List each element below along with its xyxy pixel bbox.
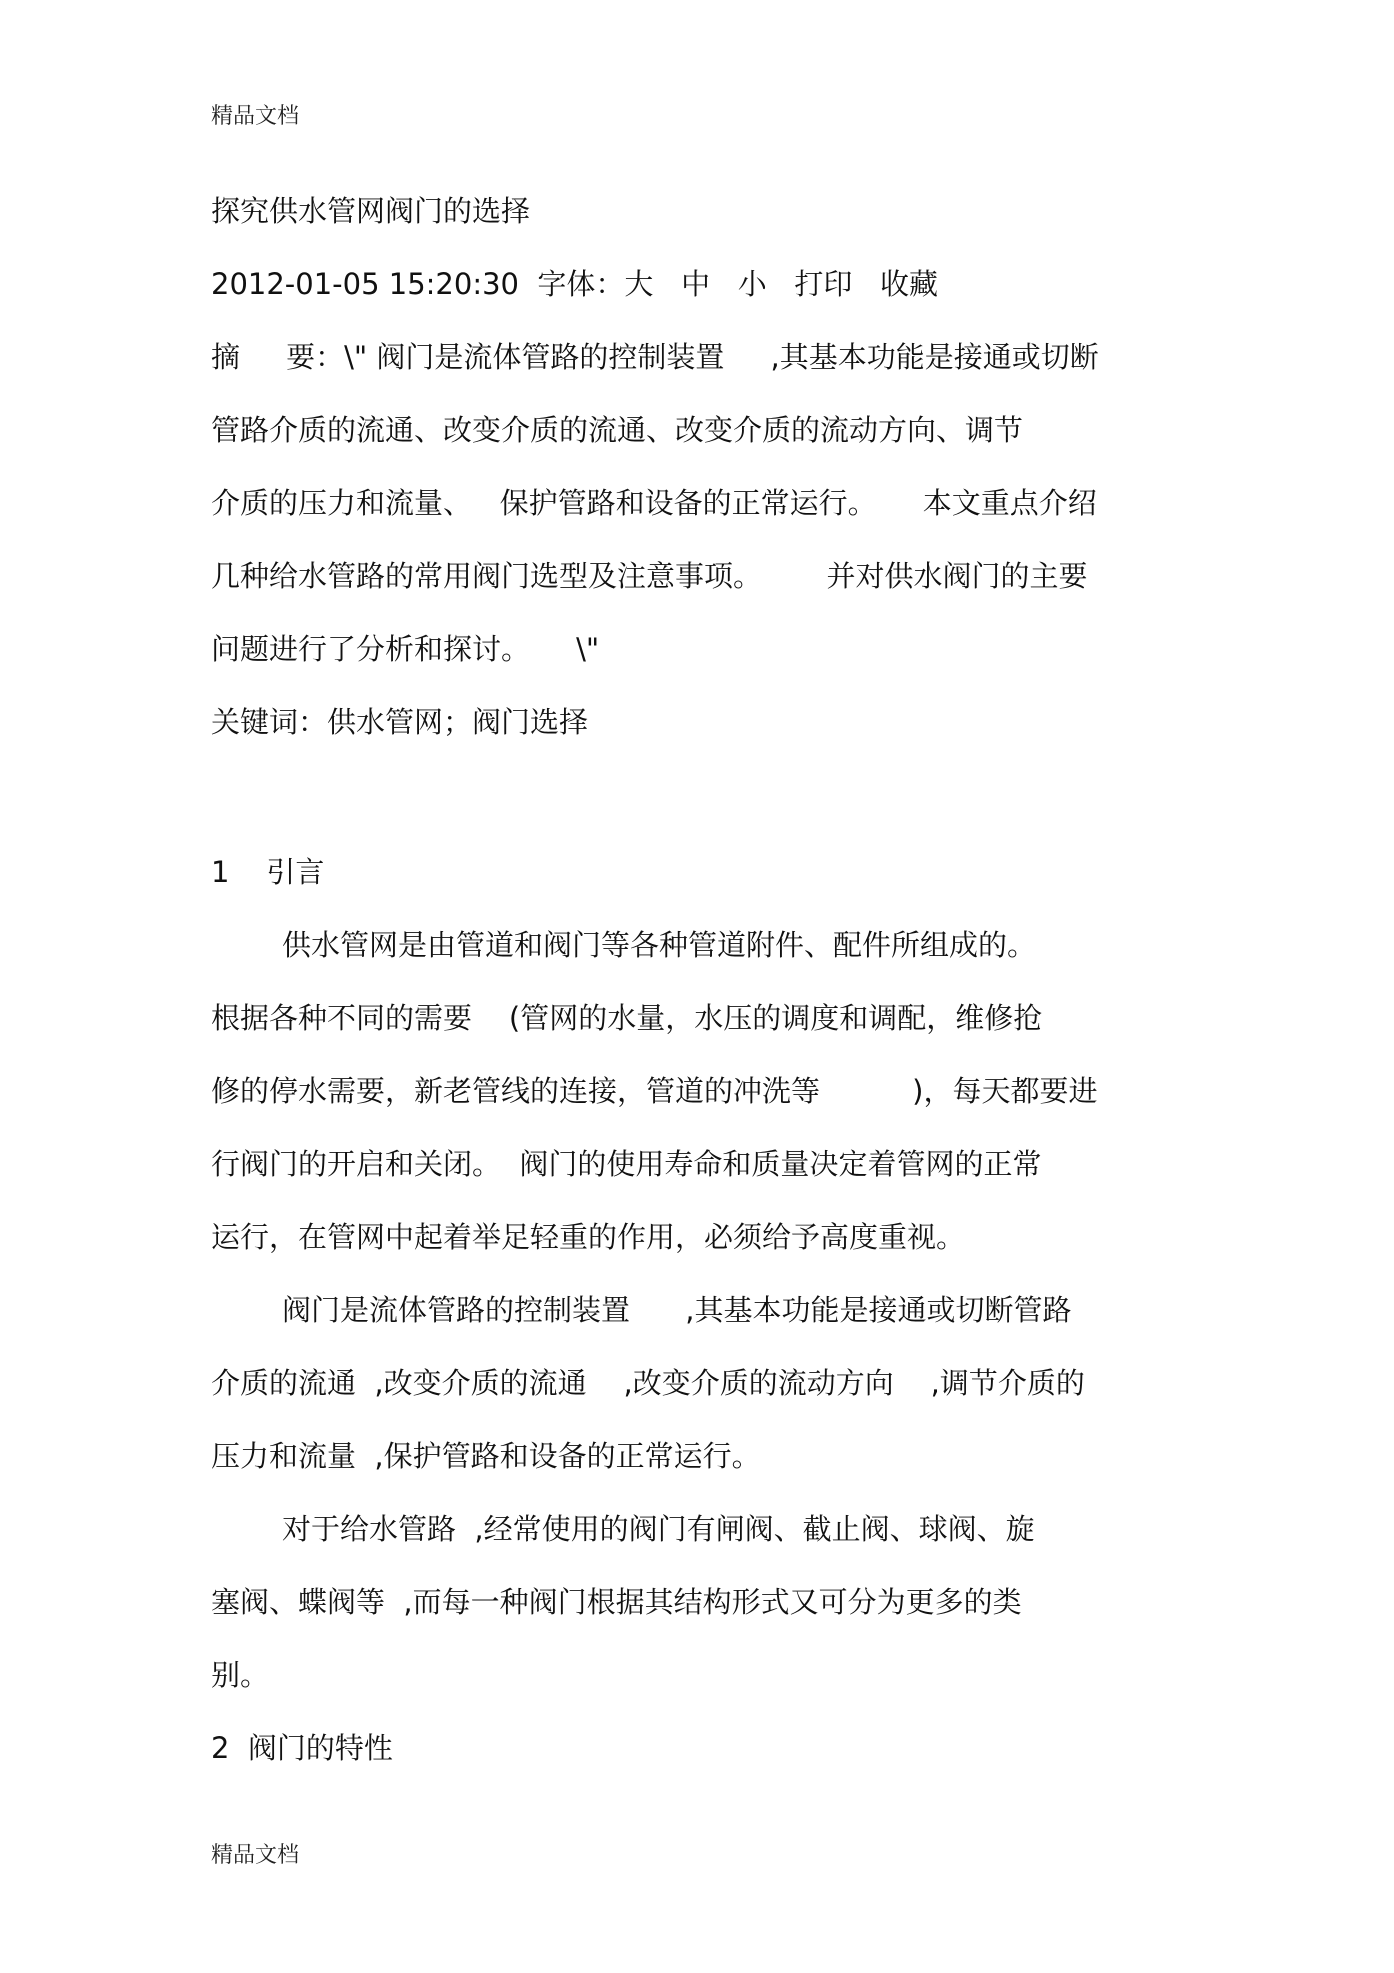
section-heading-valve-properties: 2 阀门的特性 (211, 1731, 393, 1765)
paragraph-line: 介质的流通 ,改变介质的流通 ,改变介质的流动方向 ,调节介质的 (211, 1366, 1085, 1400)
abstract-line: 介质的压力和流量、 保护管路和设备的正常运行。 本文重点介绍 (211, 486, 1097, 520)
paragraph-line: 供水管网是由管道和阀门等各种管道附件、配件所组成的。 (282, 928, 1037, 962)
abstract-line: 摘 要：\" 阀门是流体管路的控制装置 ,其基本功能是接通或切断 (211, 340, 1099, 374)
abstract-line: 问题进行了分析和探讨。 \" (211, 632, 600, 666)
paragraph-line: 运行，在管网中起着举足轻重的作用，必须给予高度重视。 (211, 1220, 966, 1254)
paragraph-line: 压力和流量 ,保护管路和设备的正常运行。 (211, 1439, 761, 1473)
paragraph-line: 修的停水需要，新老管线的连接，管道的冲洗等 )，每天都要进 (211, 1074, 1098, 1108)
keywords: 关键词：供水管网；阀门选择 (211, 705, 589, 739)
article-title: 探究供水管网阀门的选择 (211, 194, 531, 228)
paragraph-line: 根据各种不同的需要 (管网的水量，水压的调度和调配，维修抢 (211, 1001, 1043, 1035)
article-meta: 2012-01-05 15:20:30 字体：大 中 小 打印 收藏 (211, 267, 939, 301)
paragraph-line: 阀门是流体管路的控制装置 ,其基本功能是接通或切断管路 (282, 1293, 1072, 1327)
paragraph-line: 别。 (211, 1658, 270, 1692)
abstract-line: 管路介质的流通、改变介质的流通、改变介质的流动方向、调节 (211, 413, 1024, 447)
section-heading-intro: 1 引言 (211, 855, 325, 889)
paragraph-line: 对于给水管路 ,经常使用的阀门有闸阀、截止阀、球阀、旋 (282, 1512, 1035, 1546)
page-header: 精品文档 (211, 104, 300, 129)
paragraph-line: 行阀门的开启和关闭。 阀门的使用寿命和质量决定着管网的正常 (211, 1147, 1042, 1181)
paragraph-line: 塞阀、蝶阀等 ,而每一种阀门根据其结构形式又可分为更多的类 (211, 1585, 1022, 1619)
abstract-line: 几种给水管路的常用阀门选型及注意事项。 并对供水阀门的主要 (211, 559, 1088, 593)
page-footer: 精品文档 (211, 1843, 300, 1868)
